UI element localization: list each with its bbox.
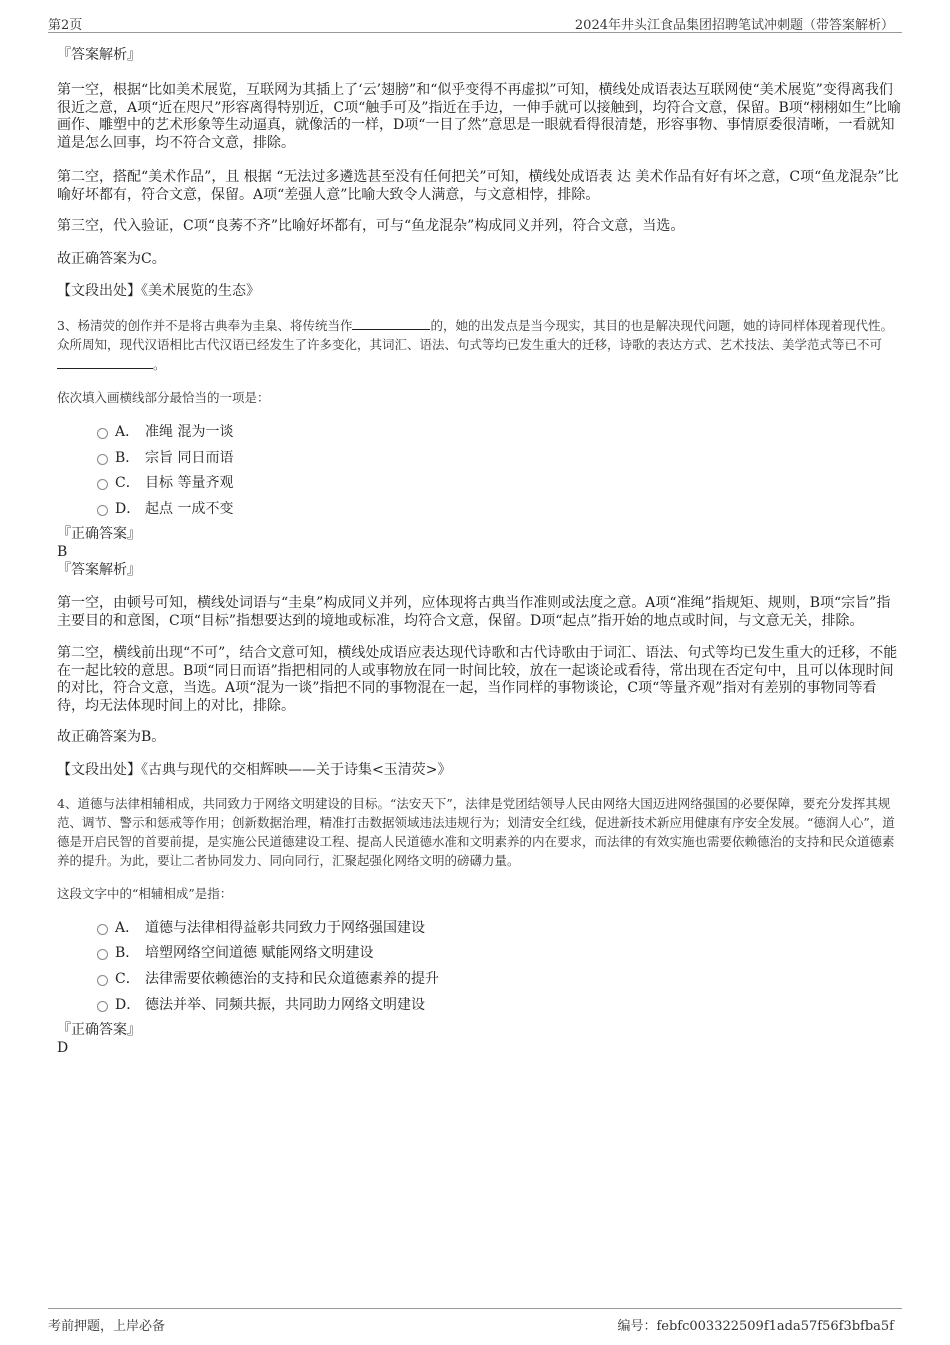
radio-icon[interactable] bbox=[97, 505, 108, 516]
option-text: 法律需要依赖德治的支持和民众道德素养的提升 bbox=[145, 971, 439, 988]
q3-option-c[interactable] bbox=[57, 473, 902, 499]
document-title: 2024年井头江食品集团招聘笔试冲刺题（带答案解析） bbox=[574, 18, 894, 33]
radio-icon[interactable] bbox=[97, 479, 108, 490]
radio-icon[interactable] bbox=[97, 975, 108, 986]
option-letter: B． bbox=[115, 945, 140, 962]
option-text: 起点 一成不变 bbox=[145, 500, 234, 517]
q3-correct-answer: B bbox=[57, 544, 68, 561]
q4-stem: 4、道德与法律相辅相成，共同致力于网络文明建设的目标。“法安天下”，法律是党团结领导人民由网络大国迈进网络强国的必要保障，要充分发挥其规范、调节、警示和惩戒等作用；创新数据治理，精准打击数据领域违法违规行为；划清安全红线，促进新技术新应用健康有序安全发展。“德润人心”，道德是开启民智的首要前提，是实施公民道德建设工程、提高人民道德水准和文明素养的内在要求，而法律的有效实施也需要依赖德治的支持和民众道德素养的提升。为此，要让二者协同发力、同向同行，汇聚起强化网络文明的磅礴力量。 bbox=[57, 795, 895, 868]
q2-source: 【文段出处】《美术展览的生态》 bbox=[57, 283, 260, 299]
q3-stem-part-2: 的，她的出发点是当今现实，其目的也是解决现代问题，她的诗同样体现着现代性。众所周知，现代汉语相比古代汉语已经发生了许多变化，其词汇、语法、句式等均已发生重大的迁移，诗歌的表达方式、艺术技法、美学范式等已不可 bbox=[57, 318, 893, 352]
q2-analysis-paragraph-3: 第三空，代入验证，C项“良莠不齐”比喻好坏都有，可与“鱼龙混杂”构成同义并列，符合文意，当选。 bbox=[57, 218, 685, 234]
q3-option-b[interactable] bbox=[57, 448, 902, 474]
q3-option-a[interactable] bbox=[57, 422, 902, 448]
option-text: 道德与法律相得益彰共同致力于网络强国建设 bbox=[145, 919, 425, 936]
q4-prompt: 这段文字中的“相辅相成”是指： bbox=[57, 885, 233, 901]
q4-option-d[interactable] bbox=[57, 995, 902, 1021]
option-letter: A． bbox=[115, 424, 140, 440]
q4-correct-answer: D bbox=[57, 1040, 69, 1057]
option-text: 目标 等量齐观 bbox=[145, 475, 234, 492]
q3-stem bbox=[57, 315, 902, 374]
radio-icon[interactable] bbox=[97, 949, 108, 960]
q3-analysis-paragraph-1: 第一空，由顿号可知，横线处词语与“圭臬”构成同义并列，应体现将古典当作准则或法度之意。A项“准绳”指规矩、规则，B项“宗旨”指主要目的和意图，C项“目标”指想要达到的境地或标准，均符合文意，保留。D项“起点”指开始的地点或时间，与文意无关，排除。 bbox=[57, 595, 891, 629]
radio-icon[interactable] bbox=[97, 1001, 108, 1012]
q4-options bbox=[57, 918, 902, 1020]
q4-option-c[interactable] bbox=[57, 969, 902, 995]
option-text: 培塑网络空间道德 赋能网络文明建设 bbox=[145, 945, 374, 962]
radio-icon[interactable] bbox=[97, 428, 108, 439]
q3-option-d[interactable] bbox=[57, 499, 902, 525]
option-letter: C． bbox=[115, 475, 140, 492]
page-content bbox=[57, 42, 902, 1057]
option-text: 宗旨 同日而语 bbox=[145, 449, 234, 466]
page-header bbox=[48, 10, 902, 33]
footer-slogan: 考前押题，上岸必备 bbox=[48, 1319, 166, 1334]
radio-icon[interactable] bbox=[97, 924, 108, 935]
q4-correct-label: 『正确答案』 bbox=[57, 1022, 141, 1039]
q3-stem-part-3: 。 bbox=[153, 357, 166, 372]
option-letter: C． bbox=[115, 971, 140, 988]
option-letter: B． bbox=[115, 449, 140, 466]
radio-icon[interactable] bbox=[97, 454, 108, 465]
option-text: 德法并举、同频共振，共同助力网络文明建设 bbox=[145, 996, 425, 1013]
q2-analysis-label: 『答案解析』 bbox=[57, 47, 141, 63]
q3-correct-label: 『正确答案』 bbox=[57, 526, 141, 543]
q3-analysis-label: 『答案解析』 bbox=[57, 562, 141, 579]
q3-blank-2 bbox=[57, 354, 153, 369]
q3-blank-1 bbox=[352, 315, 430, 330]
q3-source: 【文段出处】《古典与现代的交相辉映——关于诗集<玉清荧>》 bbox=[57, 761, 452, 778]
option-letter: D． bbox=[115, 996, 141, 1013]
option-text: 准绳 混为一谈 bbox=[145, 424, 234, 440]
q3-answer-summary: 故正确答案为B。 bbox=[57, 729, 166, 746]
q2-analysis-paragraph-2: 第二空，搭配“美术作品”，且 根据 “无法过多遴选甚至没有任何把关”可知，横线处成语表 达 美术作品有好有坏之意，C项“鱼龙混杂”比喻好坏都有，符合文意，保留。A项“差强人意”比喻大致令人满意，与文意相悖，排除。 bbox=[57, 169, 899, 203]
q2-analysis-paragraph-1: 第一空，根据“比如美术展览，互联网为其插上了‘云’翅膀”和“似乎变得不再虚拟”可知，横线处成语表达互联网使“美术展览”变得离我们很近之意，A项“近在咫尺”形容离得特别近，C项“触手可及”指近在手边，一伸手就可以接触到，均符合文意，保留。B项“栩栩如生”比喻画作、雕塑中的艺术形象等生动逼真，就像活的一样，D项“一目了然”意思是一眼就看得很清楚，形容事物、事情原委很清晰，一看就知道是怎么回事，均不符合文意，排除。 bbox=[57, 82, 902, 151]
page-footer bbox=[48, 1308, 902, 1334]
option-letter: A． bbox=[115, 919, 140, 936]
q3-stem-part-1: 3、杨清荧的创作并不是将古典奉为圭臬、将传统当作 bbox=[57, 318, 353, 333]
q4-option-b[interactable] bbox=[57, 943, 902, 969]
option-letter: D． bbox=[115, 500, 141, 517]
q3-prompt: 依次填入画横线部分最恰当的一项是： bbox=[57, 390, 270, 405]
q3-analysis-paragraph-2: 第二空，横线前出现“不可”，结合文意可知，横线处成语应表达现代诗歌和古代诗歌由于词汇、语法、句式等均已发生重大的迁移，不能在一起比较的意思。B项“同日而语”指把相同的人或事物放在同一时间比较，放在一起谈论或看待，常出现在否定句中，且可以体现时间的对比，符合文意，当选。A项“混为一谈”指把不同的事物混在一起，当作同样的事物谈论，C项“等量齐观”指对有差别的事物同等看待，均无法体现时间上的对比，排除。 bbox=[57, 645, 898, 714]
document-id: 编号：febfc003322509f1ada57f56f3bfba5f bbox=[617, 1319, 894, 1334]
q2-answer-summary: 故正确答案为C。 bbox=[57, 250, 166, 267]
q4-option-a[interactable] bbox=[57, 918, 902, 944]
q3-options bbox=[57, 422, 902, 524]
page-number: 第2页 bbox=[48, 18, 83, 33]
